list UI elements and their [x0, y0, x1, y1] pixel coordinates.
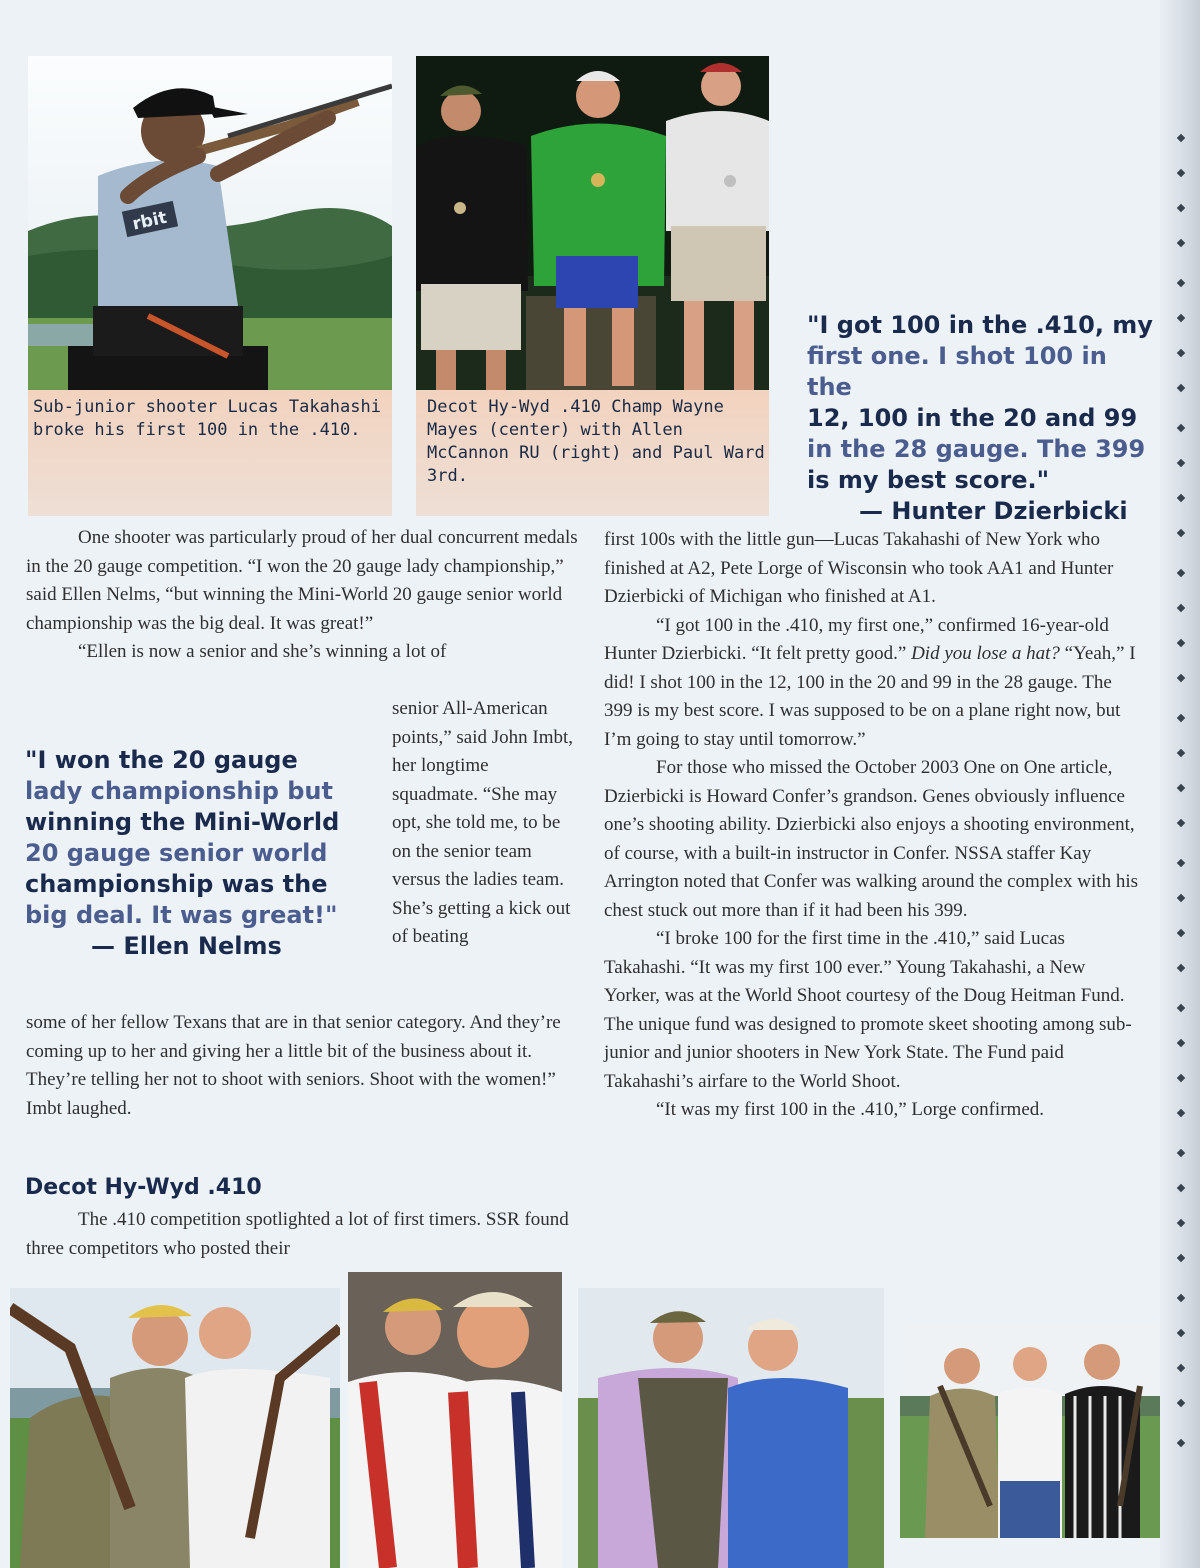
photo-champions: [416, 56, 769, 390]
section-heading: Decot Hy-Wyd .410: [25, 1175, 262, 1200]
pull-quote-line: "I won the 20 gauge: [25, 746, 298, 774]
binding-hole: [1177, 1004, 1185, 1012]
binding-hole: [1177, 1074, 1185, 1082]
paragraph-hunter: [604, 612, 1144, 755]
paragraph-imbt-narrow: senior All-American points,” said John Imbt, her longtime squadmate. “She may opt, she told me, to be on the senior team versus the ladies team. She’s getting a kick out of beating: [392, 698, 574, 947]
binding-hole: [1177, 529, 1185, 537]
photo-bottom-1: [10, 1288, 340, 1568]
photo-bottom-4: [900, 1326, 1164, 1538]
pull-quote-line: 20 gauge senior world: [25, 839, 328, 867]
text-span: The .410 competition spotlighted a lot of first timers. SSR found three competitors who posted their: [26, 1209, 569, 1259]
pull-quote-attribution: — Ellen Nelms: [91, 932, 282, 960]
photo-shooter: [28, 56, 392, 390]
pull-quote-line: "I got 100 in the .410, my: [807, 311, 1153, 339]
binding-hole: [1177, 459, 1185, 467]
binding-hole: [1177, 569, 1185, 577]
binding-hole: [1177, 929, 1185, 937]
binding-hole: [1177, 784, 1185, 792]
pull-quote-ellen: [25, 745, 380, 962]
paragraph-imbt-rest: some of her fellow Texans that are in that senior category. And they’re coming up to her and giving her a little bit of the business about it. They’re telling her not to shoot with seniors. Shoot with the women!” Imbt laughed.: [26, 1012, 561, 1119]
left-column-bottom: [26, 1009, 578, 1123]
caption-shooter: Sub-junior shooter Lucas Takahashi broke his first 100 in the .410.: [33, 397, 381, 440]
pull-quote-line: championship was the: [25, 870, 328, 898]
binding-hole: [1177, 1364, 1185, 1372]
binding-hole: [1177, 749, 1185, 757]
photo-bottom-2: [348, 1272, 562, 1568]
binding-hole: [1177, 674, 1185, 682]
binding-hole: [1177, 494, 1185, 502]
binding-hole: [1177, 1109, 1185, 1117]
binding-hole: [1177, 1184, 1185, 1192]
binding-hole: [1177, 1149, 1185, 1157]
italic-question: Did you lose a hat?: [911, 643, 1060, 664]
text-span: “I got 100 in the .410, my first one,” confirmed 16-year-old Hunter Dzierbicki. “It felt pretty good.”: [604, 614, 1109, 664]
binding-hole: [1177, 1039, 1185, 1047]
binding-hole: [1177, 859, 1185, 867]
binding-hole: [1177, 1399, 1185, 1407]
binding-hole: [1177, 279, 1185, 287]
binding-hole: [1177, 424, 1185, 432]
paragraph-ellen: One shooter was particularly proud of her dual concurrent medals in the 20 gauge competition. “I won the 20 gauge lady championship,” said Ellen Nelms, “but winning the Mini-World 20 gauge senior world championship was the big deal. It was great!”: [26, 527, 578, 634]
binding-hole: [1177, 1219, 1185, 1227]
pull-quote-line: lady championship but: [25, 777, 333, 805]
paragraph-410: [26, 1206, 578, 1263]
pull-quote-line: big deal. It was great!": [25, 901, 338, 929]
text-span: “Yeah,” I did! I shot 100 in the 12, 100 in the 20 and 99 in the 28 gauge. The 399 is my best score. I was supposed to be on a plane right now, but I’m going to stay until tomorrow.”: [604, 643, 1136, 750]
binding-hole: [1177, 239, 1185, 247]
photo-bottom-3: [578, 1288, 884, 1568]
pull-quote-attribution: — Hunter Dzierbicki: [859, 497, 1128, 525]
paragraph-first-100s: first 100s with the little gun—Lucas Takahashi of New York who finished at A2, Pete Lorge of Wisconsin who took AA1 and Hunter Dzierbicki of Michigan who finished at A1.: [604, 529, 1114, 607]
binding-hole: [1177, 1254, 1185, 1262]
pull-quote-line: in the 28 gauge. The 399: [807, 435, 1146, 463]
pull-quote-line: winning the Mini-World: [25, 808, 340, 836]
binding-hole: [1177, 134, 1185, 142]
paragraph-confer: For those who missed the October 2003 One on One article, Dzierbicki is Howard Confer’s grandson. Genes obviously influence one’s shooting ability. Dzierbicki also enjoys a shooting environment, of course, with a built-in instructor in Confer. NSSA staffer Kay Arrington noted that Confer was walking around the complex with his chest stuck out more than if it had been his 399.: [604, 757, 1139, 921]
binding-hole: [1177, 1439, 1185, 1447]
binding-hole: [1177, 964, 1185, 972]
binding-hole: [1177, 819, 1185, 827]
binding-hole: [1177, 314, 1185, 322]
pull-quote-line: is my best score.": [807, 466, 1050, 494]
pull-quote-line: first one. I shot 100 in the: [807, 342, 1107, 401]
right-column: [604, 526, 1144, 1125]
binding-hole: [1177, 1329, 1185, 1337]
binding-hole: [1177, 604, 1185, 612]
paragraph-imbt-start: “Ellen is now a senior and she’s winning a lot of: [78, 641, 447, 662]
pull-quote-hunter: [807, 310, 1157, 527]
binding-hole: [1177, 204, 1185, 212]
binding-hole: [1177, 1294, 1185, 1302]
paragraph-lorge: “It was my first 100 in the .410,” Lorge confirmed.: [656, 1099, 1044, 1120]
binding-hole: [1177, 169, 1185, 177]
left-column-top: [26, 524, 578, 667]
binding-hole: [1177, 349, 1185, 357]
binding-hole: [1177, 639, 1185, 647]
spiral-binding: [1160, 0, 1200, 1568]
left-column-narrow: [392, 695, 578, 952]
binding-hole: [1177, 894, 1185, 902]
binding-hole: [1177, 384, 1185, 392]
binding-hole: [1177, 714, 1185, 722]
caption-champions: Decot Hy-Wyd .410 Champ Wayne Mayes (center) with Allen McCannon RU (right) and Paul Ward 3rd.: [427, 397, 765, 486]
pull-quote-line: 12, 100 in the 20 and 99: [807, 404, 1138, 432]
shirt-logo: rbit: [130, 207, 169, 235]
paragraph-takahashi: “I broke 100 for the first time in the .410,” said Lucas Takahashi. “It was my first 100 ever.” Young Takahashi, a New Yorker, was at the World Shoot courtesy of the Doug Heitman Fund. The unique fund was designed to promote skeet shooting among sub-junior and junior shooters in New York State. The Fund paid Takahashi’s airfare to the World Shoot.: [604, 928, 1132, 1092]
left-column-section: [26, 1206, 578, 1263]
